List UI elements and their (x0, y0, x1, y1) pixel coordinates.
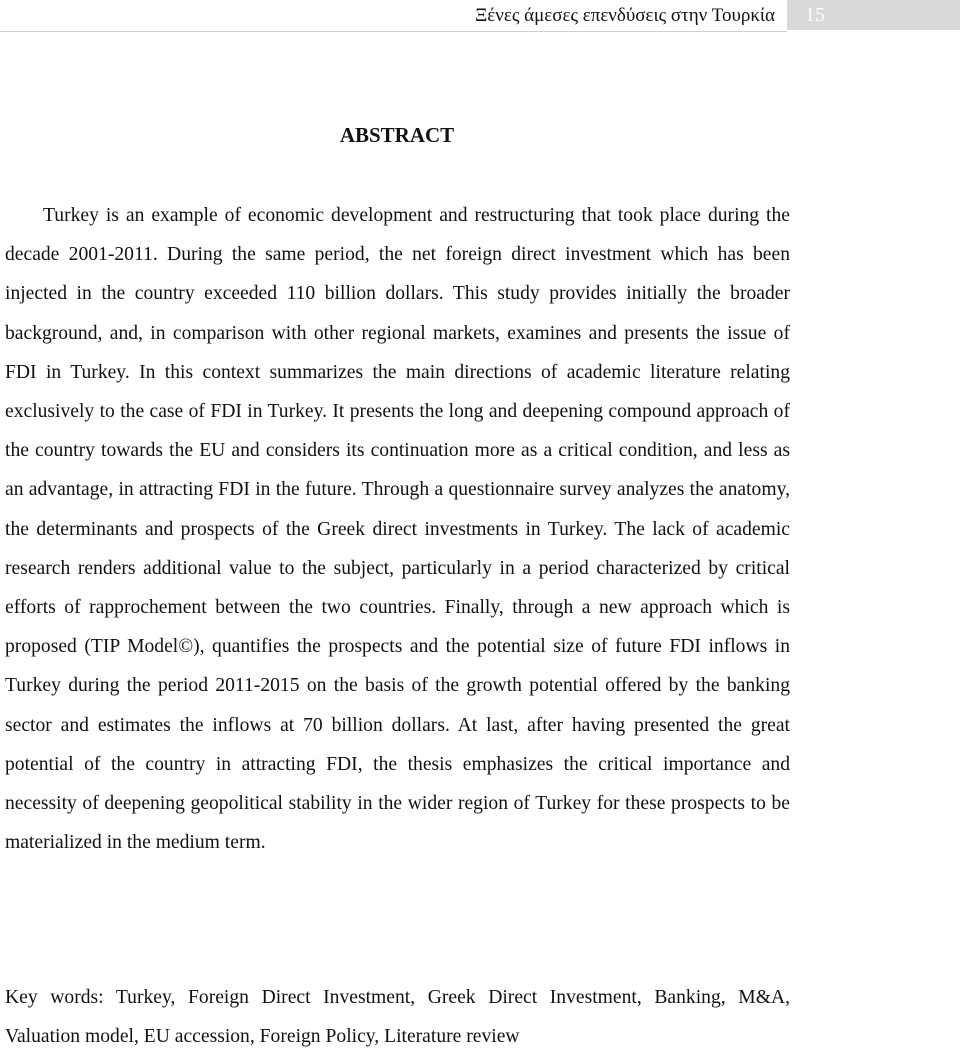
running-title: Ξένες άμεσες επενδύσεις στην Τουρκία (475, 5, 775, 26)
abstract-heading: ABSTRACT (339, 123, 455, 147)
header-rule (0, 31, 787, 32)
page-number: 15 (805, 4, 825, 26)
keywords: Key words: Turkey, Foreign Direct Investment, Greek Direct Investment, Banking, M&A, Valuation model, EU accession, Foreign Policy, Literature review (5, 987, 790, 1048)
page-number-box (787, 0, 960, 32)
abstract-body: Turkey is an example of economic development and restructuring that took place during the decade 2001-2011. During the same period, the net foreign direct investment which has been injected in the country exceeded 110 billion dollars. This study provides initially the broader background, and, in comparison with other regional markets, examines and presents the issue of FDI in Turkey. In this context summarizes the main directions of academic literature relating exclusively to the case of FDI in Turkey. It presents the long and deepening compound approach of the country towards the EU and considers its continuation more as a critical condition, and less as an advantage, in attracting FDI in the future. Through a questionnaire survey analyzes the anatomy, the determinants and prospects of the Greek direct investments in Turkey. The lack of academic research renders additional value to the subject, particularly in a period characterized by critical efforts of rapprochement between the two countries. Finally, through a new approach which is proposed (TIP Model©), quantifies the prospects and the potential size of future FDI inflows in Turkey during the period 2011-2015 on the basis of the growth potential offered by the banking sector and estimates the inflows at 70 billion dollars. At last, after having presented the great potential of the country in attracting FDI, the thesis emphasizes the critical importance and necessity of deepening geopolitical stability in the wider region of Turkey for these prospects to be materialized in the medium term. (5, 205, 790, 854)
page-header (0, 0, 960, 32)
